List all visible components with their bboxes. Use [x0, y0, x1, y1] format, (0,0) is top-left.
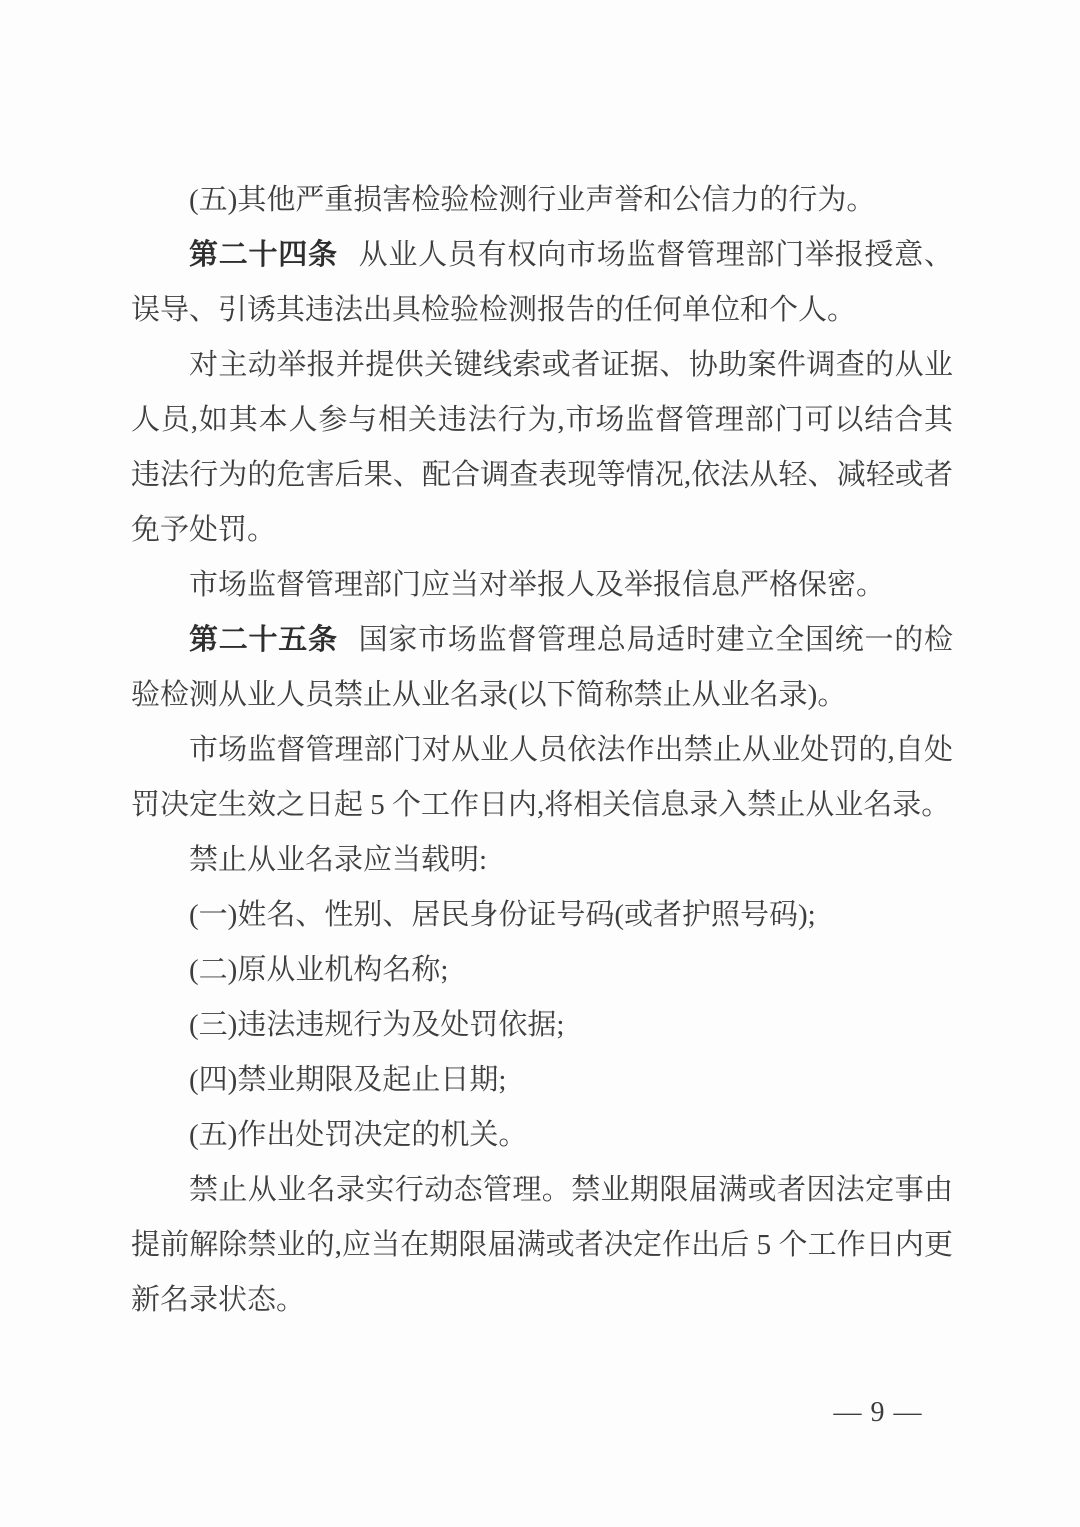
- paragraph: [131, 943, 953, 998]
- paragraph: [131, 833, 953, 888]
- paragraph: [131, 888, 953, 943]
- paragraph: [131, 723, 953, 833]
- paragraph-text: (五)其他严重损害检验检测行业声誉和公信力的行为。: [189, 184, 876, 216]
- paragraph: [131, 1163, 953, 1328]
- paragraph-text: (五)作出处罚决定的机关。: [189, 1119, 528, 1151]
- paragraph-text: 对主动举报并提供关键线索或者证据、协助案件调查的从业人员,如其本人参与相关违法行为,市场监督管理部门可以结合其违法行为的危害后果、配合调查表现等情况,依法从轻、减轻或者免予处罚。: [131, 349, 953, 546]
- paragraph-text: (二)原从业机构名称;: [189, 954, 449, 986]
- paragraph-text: (三)违法违规行为及处罚依据;: [189, 1009, 565, 1041]
- paragraph-text: 禁止从业名录应当载明:: [189, 844, 488, 876]
- article-number: 第二十五条: [189, 624, 338, 656]
- paragraph: [131, 558, 953, 613]
- paragraph: [131, 338, 953, 558]
- paragraph: [131, 1108, 953, 1163]
- paragraph-text: 国家市场监督管理总局适时建立全国统一的检验检测从业人员禁止从业名录(以下简称禁止从业名录)。: [131, 624, 953, 711]
- paragraph-text: 从业人员有权向市场监督管理部门举报授意、误导、引诱其违法出具检验检测报告的任何单位和个人。: [131, 239, 953, 326]
- page-number: — 9 —: [833, 1397, 923, 1428]
- article-number: 第二十四条: [189, 239, 338, 271]
- paragraph: [131, 1053, 953, 1108]
- paragraph: [131, 998, 953, 1053]
- paragraph-text: 市场监督管理部门应当对举报人及举报信息严格保密。: [189, 569, 886, 601]
- paragraph: [131, 228, 953, 338]
- paragraph-text: 禁止从业名录实行动态管理。禁业期限届满或者因法定事由提前解除禁业的,应当在期限届满或者决定作出后 5 个工作日内更新名录状态。: [131, 1174, 953, 1316]
- paragraph: [131, 613, 953, 723]
- paragraph-text: 市场监督管理部门对从业人员依法作出禁止从业处罚的,自处罚决定生效之日起 5 个工作日内,将相关信息录入禁止从业名录。: [131, 734, 953, 821]
- paragraph: [131, 173, 953, 228]
- paragraph-text: (一)姓名、性别、居民身份证号码(或者护照号码);: [189, 899, 816, 931]
- document-body: [131, 173, 953, 1328]
- paragraph-text: (四)禁业期限及起止日期;: [189, 1064, 507, 1096]
